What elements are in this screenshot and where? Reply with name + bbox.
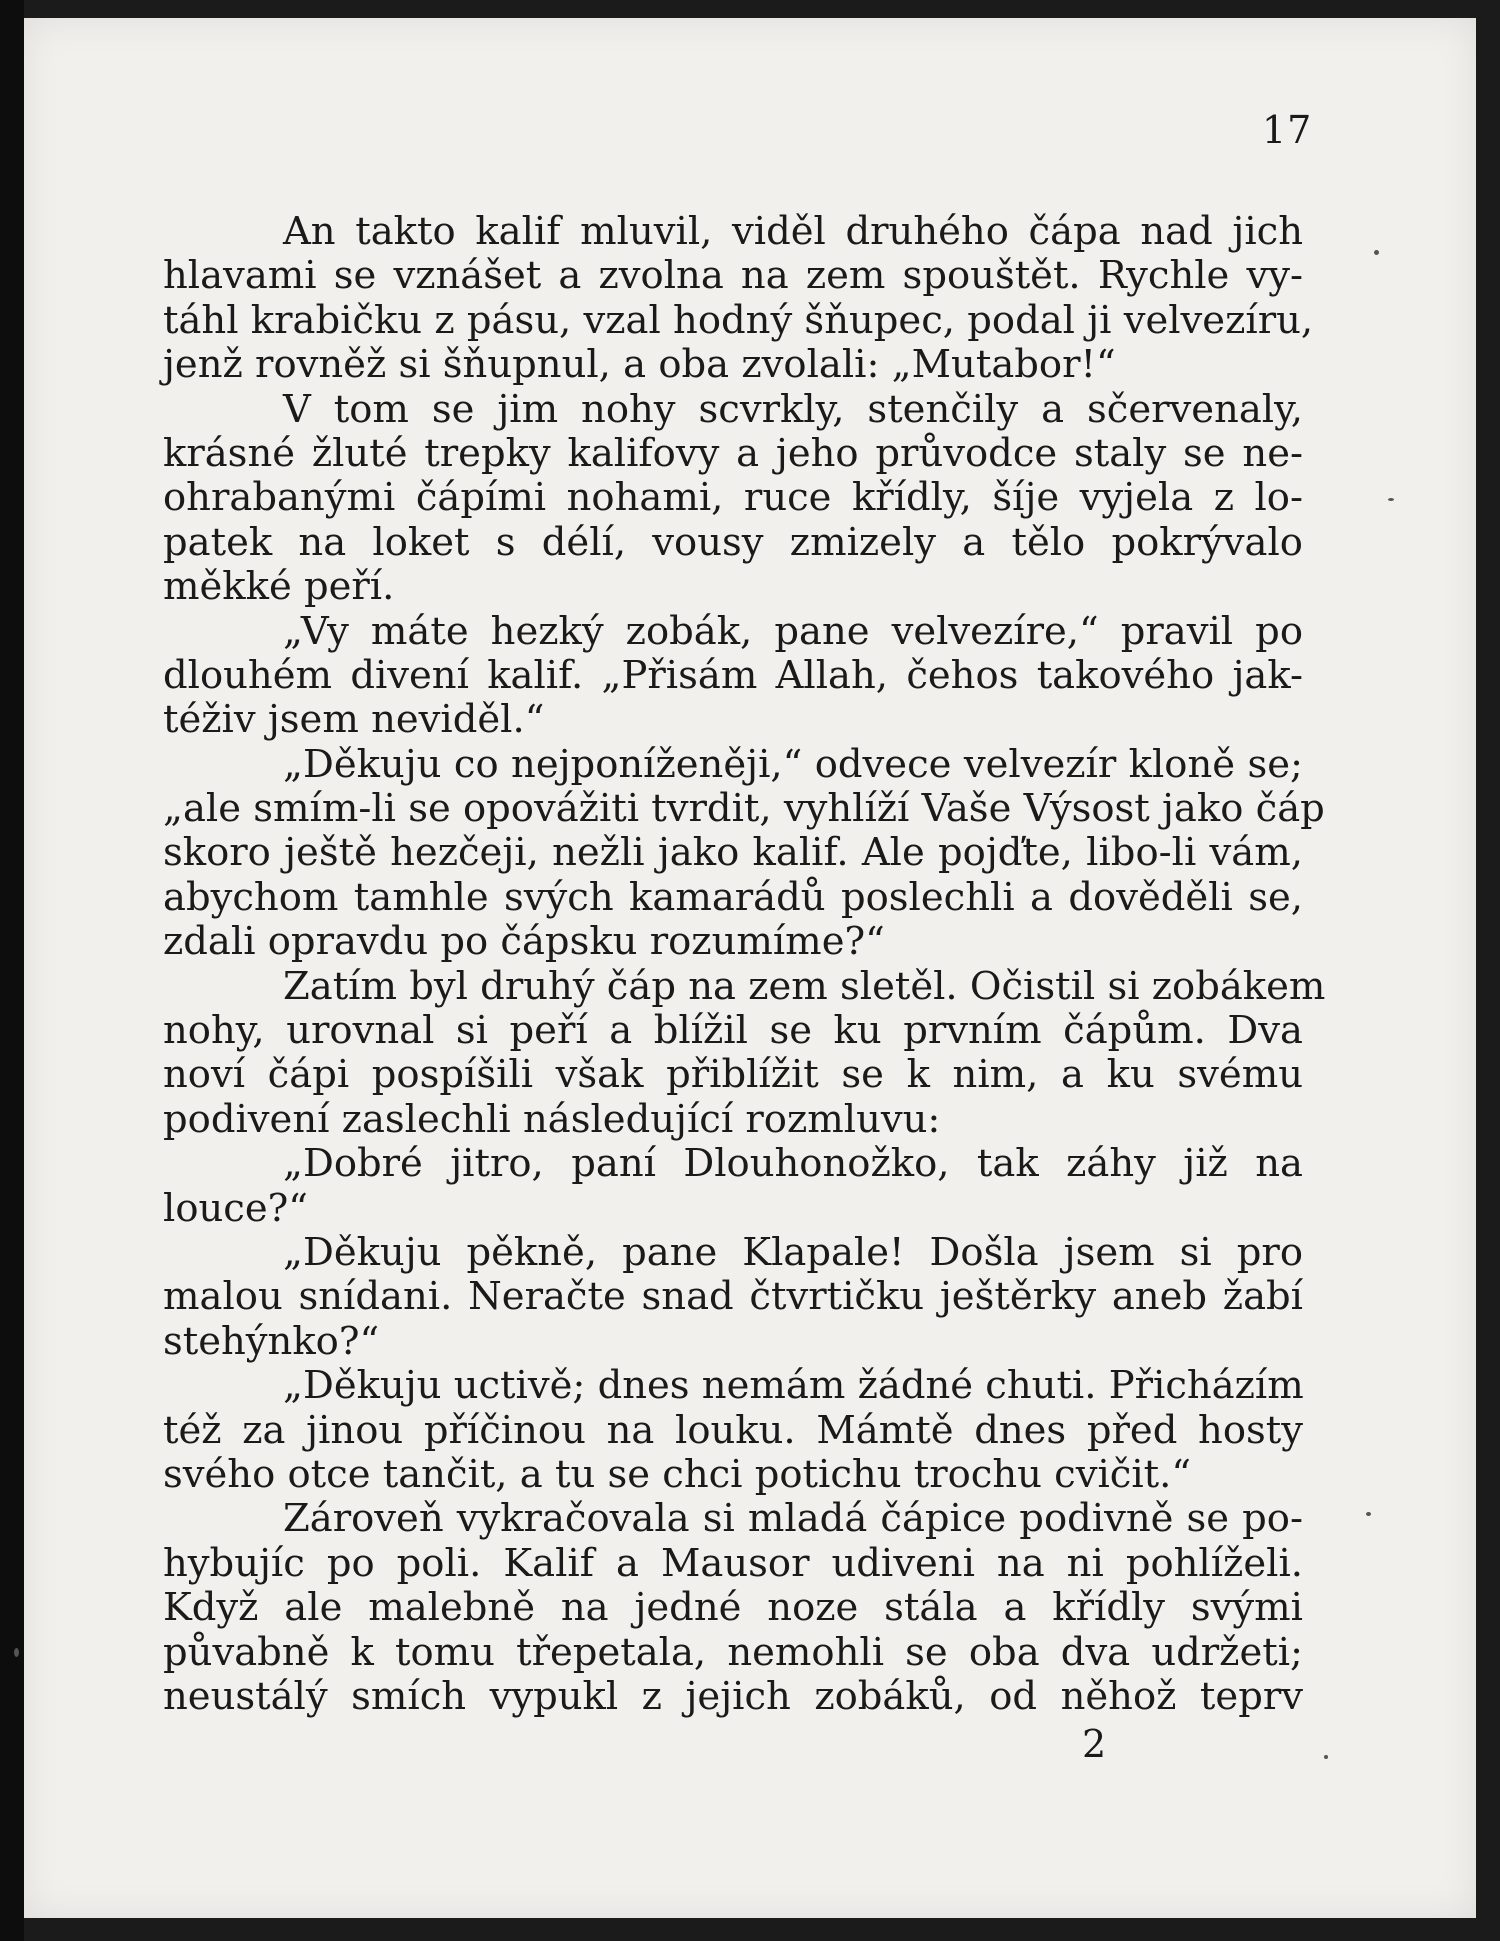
scan-speck (1388, 498, 1394, 501)
body-text (163, 209, 1326, 1719)
text-line: táhl krabičku z pásu, vzal hodný šňupec, podal ji velvezíru, (163, 297, 1314, 343)
text-line: „Děkuju pěkně, pane Klapale! Došla jsem si pro (283, 1229, 1303, 1275)
text-line: Zároveň vykračovala si mladá čápice podivně se po- (283, 1496, 1303, 1542)
text-line: Zatím byl druhý čáp na zem sletěl. Očistil si zobákem (283, 963, 1326, 1009)
printer-signature-mark: 2 (1082, 1722, 1107, 1766)
text-line: „Děkuju co nejponíženěji,“ odvece velvezír kloně se; (283, 741, 1303, 787)
text-line: louce?“ (163, 1185, 308, 1231)
text-line: ohrabanými čápími nohami, ruce křídly, šíje vyjela z lo- (163, 475, 1303, 521)
text-line: noví čápi pospíšili však přiblížit se k nim, a ku svému (163, 1052, 1303, 1098)
text-line: podivení zaslechli následující rozmluvu: (163, 1096, 941, 1142)
text-line: neustálý smích vypukl z jejich zobáků, od něhož teprv (163, 1673, 1303, 1719)
text-line: téživ jsem neviděl.“ (163, 697, 545, 743)
text-line: hlavami se vznášet a zvolna na zem spouštět. Rychle vy- (163, 253, 1303, 299)
text-line: dlouhém divení kalif. „Přisám Allah, čehos takového jak- (163, 652, 1303, 698)
text-line: stehýnko?“ (163, 1318, 380, 1364)
text-line: „Vy máte hezký zobák, pane velvezíre,“ pravil po (283, 608, 1303, 654)
text-line: též za jinou příčinou na louku. Mámtě dnes před hosty (163, 1407, 1303, 1453)
text-line: V tom se jim nohy scvrkly, stenčily a sčervenaly, (283, 386, 1303, 432)
text-line: abychom tamhle svých kamarádů poslechli a dověděli se, (163, 874, 1303, 920)
text-line: patek na loket s délí, vousy zmizely a tělo pokrývalo (163, 519, 1303, 565)
text-line: Když ale malebně na jedné noze stála a křídly svými (163, 1585, 1303, 1631)
text-line: nohy, urovnal si peří a blížil se ku prvním čápům. Dva (163, 1008, 1303, 1054)
text-line: jenž rovněž si šňupnul, a oba zvolali: „Mutabor!“ (163, 342, 1116, 388)
text-line: „ale smím-li se opovážiti tvrdit, vyhlíží Vaše Výsost jako čáp (163, 786, 1325, 832)
text-line: „Děkuju uctivě; dnes nemám žádné chuti. Přicházím (283, 1363, 1304, 1409)
text-line: skoro ještě hezčeji, nežli jako kalif. Ale pojďte, libo-li vám, (163, 830, 1303, 876)
scan-speck (14, 1648, 19, 1657)
page-number: 17 (1262, 108, 1313, 152)
text-line: měkké peří. (163, 564, 395, 610)
text-line: hybujíc po poli. Kalif a Mausor udiveni na ni pohlíželi. (163, 1540, 1303, 1586)
text-line: krásné žluté trepky kalifovy a jeho průvodce staly se ne- (163, 430, 1303, 476)
text-line: malou snídani. Neračte snad čtvrtičku ještěrky aneb žabí (163, 1274, 1303, 1320)
scan-speck (1366, 1512, 1371, 1516)
text-line: zdali opravdu po čápsku rozumíme?“ (163, 919, 885, 965)
text-line: svého otce tančit, a tu se chci potichu trochu cvičit.“ (163, 1451, 1192, 1497)
scan-left-edge (0, 0, 24, 1941)
text-line: „Dobré jitro, paní Dlouhonožko, tak záhy již na (283, 1141, 1303, 1187)
scan-speck (1374, 250, 1379, 255)
scan-speck (1324, 1755, 1328, 1759)
text-line: půvabně k tomu třepetala, nemohli se oba dva udržeti; (163, 1629, 1303, 1675)
text-line: An takto kalif mluvil, viděl druhého čápa nad jich (283, 209, 1303, 254)
